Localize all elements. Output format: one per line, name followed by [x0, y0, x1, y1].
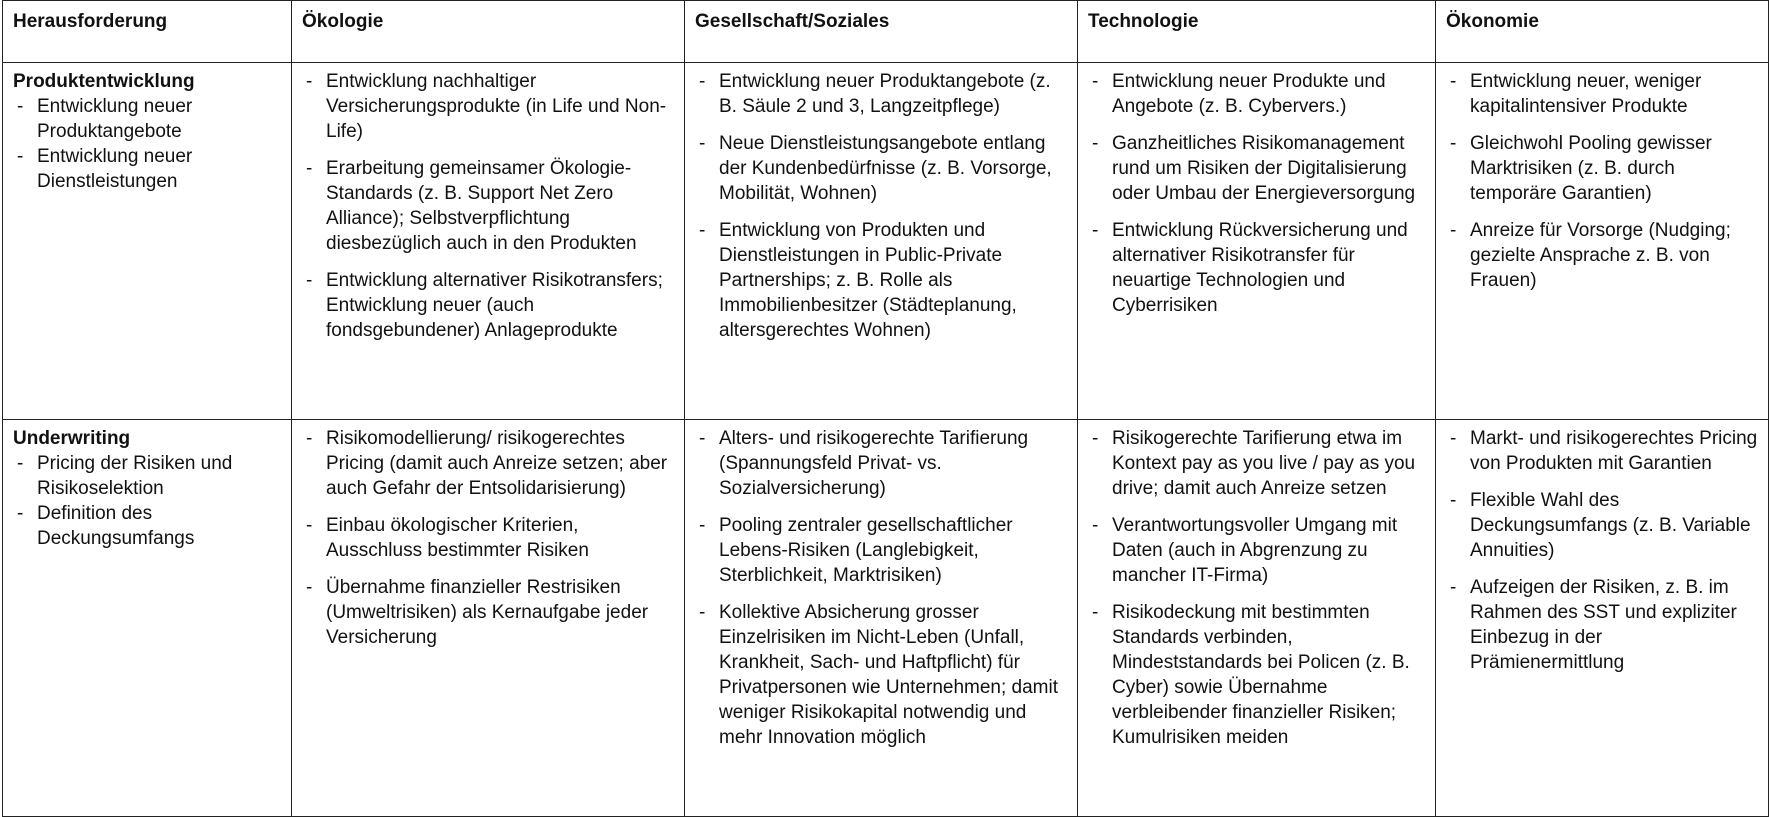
list-item: - Flexible Wahl des Deckungsumfangs (z. B. Variable Annuities): [1446, 488, 1760, 563]
header-challenge: Herausforderung: [3, 1, 292, 63]
list-item: - Entwicklung neuer Produkte und Angebote (z. B. Cybervers.): [1088, 69, 1427, 119]
ecology-cell: [292, 63, 685, 420]
list-item: - Erarbeitung gemeinsamer Ökologie-Standards (z. B. Support Net Zero Alliance); Selbstverpflichtung diesbezüglich auch in den Produkten: [302, 156, 676, 256]
header-ecology: Ökologie: [292, 1, 685, 63]
economy-cell: [1436, 420, 1769, 817]
list-item: - Einbau ökologischer Kriterien, Ausschluss bestimmter Risiken: [302, 513, 676, 563]
economy-cell: [1436, 63, 1769, 420]
list-item: - Aufzeigen der Risiken, z. B. im Rahmen des SST und expliziter Einbezug in der Prämienermittlung: [1446, 575, 1760, 675]
row-title: Underwriting: [13, 428, 131, 449]
bullet-list: [1446, 69, 1760, 293]
bullet-list: [1088, 426, 1427, 750]
challenge-cell: [3, 63, 292, 420]
list-item: - Übernahme finanzieller Restrisiken (Umweltrisiken) als Kernaufgabe jeder Versicherung: [302, 575, 676, 650]
table-row-product-development: [3, 63, 1769, 420]
list-item: - Entwicklung alternativer Risikotransfers; Entwicklung neuer (auch fondsgebundener) Anlageprodukte: [302, 268, 676, 343]
technology-cell: [1078, 63, 1436, 420]
challenge-cell: [3, 420, 292, 817]
list-item: - Entwicklung von Produkten und Dienstleistungen in Public-Private Partnerships; z. B. Rolle als Immobilienbesitzer (Städteplanung, altersgerechtes Wohnen): [695, 218, 1069, 343]
list-item: - Pricing der Risiken und Risikoselektion: [13, 451, 283, 501]
header-economy: Ökonomie: [1436, 1, 1769, 63]
list-item: - Entwicklung neuer Dienstleistungen: [13, 144, 283, 194]
list-item: - Verantwortungsvoller Umgang mit Daten (auch in Abgrenzung zu mancher IT-Firma): [1088, 513, 1427, 588]
bullet-list: [695, 426, 1069, 750]
bullet-list: [302, 69, 676, 343]
list-item: - Markt- und risikogerechtes Pricing von Produkten mit Garantien: [1446, 426, 1760, 476]
list-item: - Entwicklung neuer, weniger kapitalintensiver Produkte: [1446, 69, 1760, 119]
ecology-cell: [292, 420, 685, 817]
list-item: - Risikomodellierung/ risikogerechtes Pricing (damit auch Anreize setzen; aber auch Gefahr der Entsolidarisierung): [302, 426, 676, 501]
list-item: - Entwicklung Rückversicherung und alternativer Risikotransfer für neuartige Technologien und Cyberrisiken: [1088, 218, 1427, 318]
bullet-list: [302, 426, 676, 650]
list-item: - Entwicklung nachhaltiger Versicherungsprodukte (in Life und Non-Life): [302, 69, 676, 144]
technology-cell: [1078, 420, 1436, 817]
society-cell: [685, 420, 1078, 817]
list-item: - Alters- und risikogerechte Tarifierung (Spannungsfeld Privat- vs. Sozialversicherung): [695, 426, 1069, 501]
table-row-underwriting: [3, 420, 1769, 817]
challenge-subitems: [13, 94, 283, 194]
society-cell: [685, 63, 1078, 420]
bullet-list: [1446, 426, 1760, 675]
bullet-list: [1088, 69, 1427, 318]
list-item: - Anreize für Vorsorge (Nudging; gezielte Ansprache z. B. von Frauen): [1446, 218, 1760, 293]
row-title: Produktentwicklung: [13, 71, 195, 92]
list-item: - Entwicklung neuer Produktangebote (z. B. Säule 2 und 3, Langzeitpflege): [695, 69, 1069, 119]
list-item: - Risikodeckung mit bestimmten Standards verbinden, Mindeststandards bei Policen (z. B. Cyber) sowie Übernahme verbleibender finanzieller Risiken; Kumulrisiken meiden: [1088, 600, 1427, 750]
header-society: Gesellschaft/Soziales: [685, 1, 1078, 63]
bullet-list: [695, 69, 1069, 343]
list-item: - Kollektive Absicherung grosser Einzelrisiken im Nicht-Leben (Unfall, Krankheit, Sach- und Haftpflicht) für Privatpersonen wie Unternehmen; damit weniger Risikokapital notwendig und mehr Innovation möglich: [695, 600, 1069, 750]
list-item: - Ganzheitliches Risikomanagement rund um Risiken der Digitalisierung oder Umbau der Energieversorgung: [1088, 131, 1427, 206]
challenge-subitems: [13, 451, 283, 551]
list-item: - Risikogerechte Tarifierung etwa im Kontext pay as you live / pay as you drive; damit auch Anreize setzen: [1088, 426, 1427, 501]
list-item: - Definition des Deckungsumfangs: [13, 501, 283, 551]
list-item: - Gleichwohl Pooling gewisser Marktrisiken (z. B. durch temporäre Garantien): [1446, 131, 1760, 206]
list-item: - Neue Dienstleistungsangebote entlang der Kundenbedürfnisse (z. B. Vorsorge, Mobilität, Wohnen): [695, 131, 1069, 206]
list-item: - Entwicklung neuer Produktangebote: [13, 94, 283, 144]
challenge-matrix-table: [2, 0, 1769, 817]
header-row: [3, 1, 1769, 63]
list-item: - Pooling zentraler gesellschaftlicher Lebens-Risiken (Langlebigkeit, Sterblichkeit, Marktrisiken): [695, 513, 1069, 588]
header-technology: Technologie: [1078, 1, 1436, 63]
